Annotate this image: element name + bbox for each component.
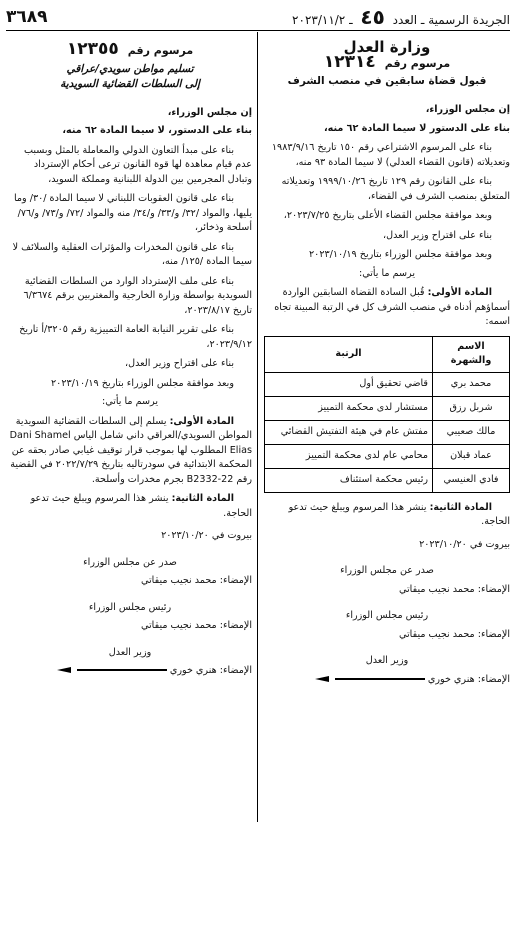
- end-arrow-icon: [57, 667, 71, 673]
- judge-name: فادي العنيسي: [433, 468, 510, 492]
- article-2: [264, 501, 510, 530]
- issued-by: صدر عن مجلس الوزراء: [340, 565, 434, 576]
- pm-title: رئيس مجلس الوزراء: [345, 610, 429, 621]
- table-row: [265, 396, 510, 420]
- column-divider: [257, 32, 258, 822]
- signature: الإمضاء: محمد نجيب ميقاتي: [399, 583, 510, 595]
- decrees-line: يرسم ما يأتي:: [358, 267, 416, 279]
- recital: بناء على قانون المخدرات والمؤثرات العقلية والسلائف لا سيما المادة /١٢٥/ منه،: [12, 241, 252, 267]
- article-2-text: ينشر هذا المرسوم ويبلغ حيث تدعو الحاجة.: [288, 501, 510, 527]
- issue-number: ٤٥: [360, 5, 385, 29]
- col-header-name: الاسم والشهرة: [433, 336, 510, 372]
- decree-number: ١٢٣٥٥: [66, 39, 119, 59]
- article-1-text: قُبل السادة القضاة السابقين الواردة أسماؤهم أدناه في منصب الشرف كل في الرتبة المبينة تجاه اسمه:: [274, 287, 510, 327]
- signature: الإمضاء: محمد نجيب ميقاتي: [399, 628, 510, 640]
- judge-rank: مستشار لدى محكمة التمييز: [265, 396, 433, 420]
- issue-date: ـ ٢٠٢٣/١١/٢: [292, 13, 353, 27]
- recital: بناء على تقرير النيابة العامة التمييزية رقم ٣٢٠٥/أ تاريخ ٢٠٢٣/٩/١٢،: [19, 324, 252, 350]
- article-2-label: المادة الثانية:: [429, 501, 492, 513]
- judge-name: محمد بري: [433, 372, 510, 396]
- recital: بناء على اقتراح وزير العدل،: [125, 358, 234, 369]
- signature-line: [8, 664, 252, 679]
- end-rule: [77, 669, 167, 671]
- decree-number: ١٢٣١٤: [323, 51, 376, 72]
- signature: الإمضاء: محمد نجيب ميقاتي: [141, 620, 252, 631]
- minister-title: وزير العدل: [365, 655, 409, 666]
- decree-title: تسليم مواطن سويدي/عراقي: [66, 62, 194, 75]
- judge-rank: قاضي تحقيق أول: [265, 372, 433, 396]
- decree-label: مرسوم رقم: [127, 44, 194, 57]
- decrees-line: يرسم ما يأتي:: [101, 396, 159, 407]
- article-1: [8, 415, 252, 488]
- end-rule: [335, 678, 425, 680]
- article-1-label: المادة الأولى:: [169, 415, 234, 427]
- recital: وبعد موافقة مجلس القضاء الأعلى بتاريخ ٢٠٢٣/٧/٢٥،: [283, 210, 492, 221]
- publication-name: الجريدة الرسمية ـ العدد: [392, 13, 510, 27]
- recital: وبعد موافقة مجلس الوزراء بتاريخ ٢٠٢٣/١٠/١٩: [51, 377, 234, 389]
- recital: بناء على القانون رقم ١٢٩ تاريخ ١٩٩٩/١٠/٢٦ وتعديلاته المتعلق بمنصب الشرف في القضاء،: [281, 176, 510, 202]
- constitution-clause: بناء على الدستور لا سيما المادة ٦٢ منه،: [324, 122, 510, 134]
- page-header: [6, 4, 510, 31]
- judge-rank: محامي عام لدى محكمة التمييز: [265, 444, 433, 468]
- judges-table: [264, 336, 510, 493]
- decree-title: إلى السلطات القضائية السويدية: [60, 77, 200, 90]
- judge-name: شربل رزق: [433, 396, 510, 420]
- article-2-label: المادة الثانية:: [171, 493, 234, 504]
- end-arrow-icon: [315, 676, 329, 682]
- left-column: [8, 36, 252, 679]
- recital: بناء على قانون العقوبات اللبناني لا سيما المادة /٣٠/ وما يليها، والمواد /٣٢/ و/٣٣/ و/٣٤/ منه والمواد /٧٢/ و/٧٣/ و/٧٦/ أسلحة وذخائر،: [13, 193, 252, 233]
- signature: الإمضاء: هنري خوري: [427, 673, 510, 685]
- table-row: [265, 444, 510, 468]
- article-1-text: يسلم إلى السلطات القضائية السويدية المواطن السويدي/العراقي داني شامل الياس Dani Shamel Elias المطلوب لها بموجب قرار توقيف غيابي صادر بحقه عن المحكمة الابتدائية في سودرتاليه بتاريخ ٢٠٢٢/٧/٢٩ في القضية رقم B2332-22 بجرم مخدرات وأسلحة.: [9, 415, 252, 485]
- decree-label: مرسوم رقم: [384, 56, 451, 70]
- right-column: [264, 36, 510, 687]
- preamble: إن مجلس الوزراء،: [425, 104, 510, 115]
- constitution-clause: بناء على الدستور، لا سيما المادة ٦٢ منه،: [62, 125, 252, 136]
- article-1: [264, 286, 510, 330]
- table-row: [265, 372, 510, 396]
- signature: الإمضاء: محمد نجيب ميقاتي: [141, 575, 252, 586]
- article-2-text: ينشر هذا المرسوم ويبلغ حيث تدعو الحاجة.: [30, 493, 252, 519]
- col-header-rank: الرتبة: [265, 336, 433, 372]
- page-number: ٣٦٨٩: [6, 7, 48, 27]
- table-row: [265, 420, 510, 444]
- judge-name: عماد قبلان: [433, 444, 510, 468]
- header-publication-info: [292, 5, 510, 29]
- ministry-title: وزارة العدل: [343, 38, 431, 56]
- place-date: بيروت في ٢٠٢٣/١٠/٢٠: [419, 538, 510, 550]
- article-1-label: المادة الأولى:: [427, 287, 492, 298]
- judge-name: مالك صعيبي: [433, 420, 510, 444]
- table-row: [265, 468, 510, 492]
- recital: بناء على مبدأ التعاون الدولي والمعاملة بالمثل وبسبب عدم قيام معاهدة لها قوة القانون ترعى أحكام الإسترداد وتبادل المجرمين بين الدولة اللبنانية ومملكة السويد،: [23, 144, 252, 185]
- pm-title: رئيس مجلس الوزراء: [88, 601, 172, 613]
- article-2: [8, 492, 252, 521]
- issued-by: صدر عن مجلس الوزراء: [83, 556, 177, 568]
- table-header-row: [265, 336, 510, 372]
- decree-heading: [8, 39, 252, 60]
- recital: وبعد موافقة مجلس الوزراء بتاريخ ٢٠٢٣/١٠/١٩: [309, 249, 492, 260]
- signature-line: [264, 673, 510, 688]
- judge-rank: مفتش عام في هيئة التفتيش القضائي: [265, 420, 433, 444]
- signature: الإمضاء: هنري خوري: [169, 665, 252, 676]
- preamble: إن مجلس الوزراء،: [167, 106, 252, 118]
- minister-title: وزير العدل: [108, 646, 152, 658]
- recital: بناء على المرسوم الاشتراعي رقم ١٥٠ تاريخ ١٩٨٣/٩/١٦ وتعديلاته (قانون القضاء العدلي) لا سيما المادة ٩٣ منه،: [271, 142, 510, 168]
- recital: بناء على اقتراح وزير العدل،: [383, 229, 492, 241]
- decree-title: قبول قضاة سابقين في منصب الشرف: [287, 75, 487, 87]
- decree-heading: [264, 51, 510, 73]
- judge-rank: رئيس محكمة استئناف: [265, 468, 433, 492]
- place-date: بيروت في ٢٠٢٣/١٠/٢٠: [161, 530, 252, 541]
- recital: بناء على ملف الإسترداد الوارد من السلطات القضائية السويدية بواسطة وزارة الخارجية والمغتربين برقم ٦/٣٦٧٤ تاريخ ٢٠٢٣/٨/١٧،: [23, 275, 252, 316]
